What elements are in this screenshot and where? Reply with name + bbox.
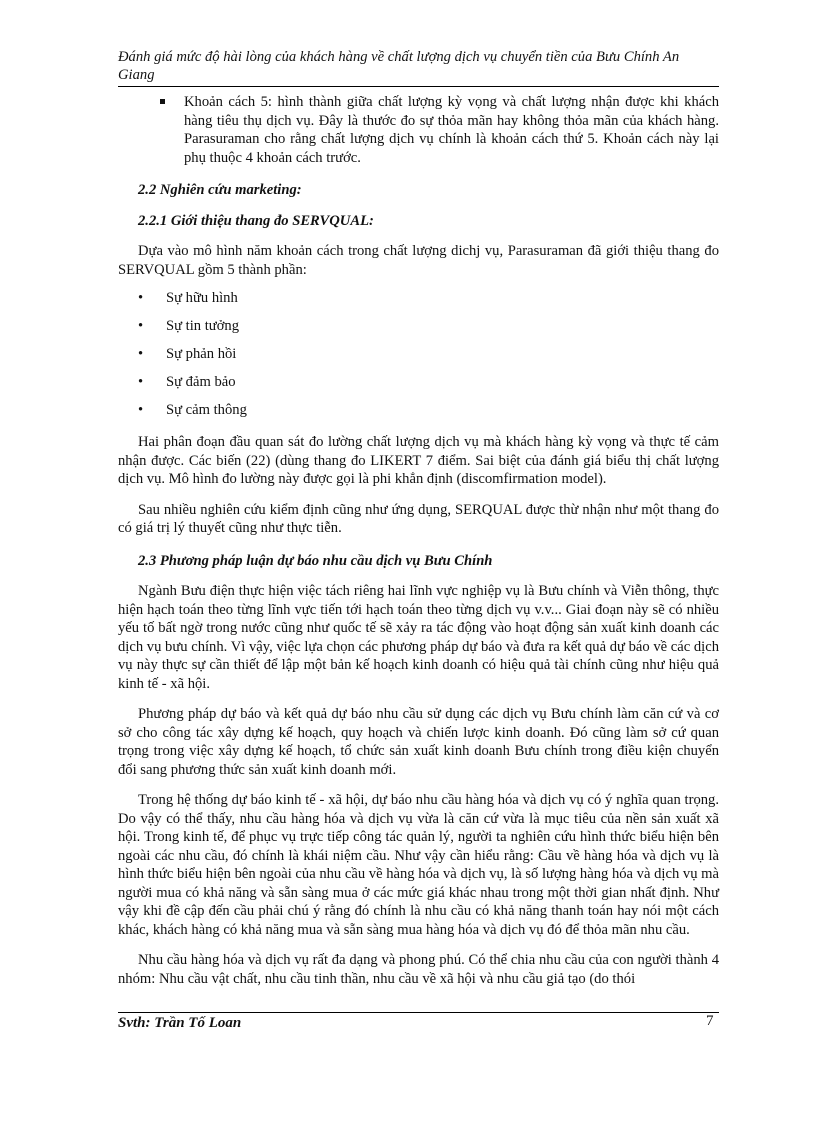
paragraph-serqual-accepted: Sau nhiều nghiên cứu kiểm định cũng như ứng dụng, SERQUAL được thừ nhận như một thang đo có giá trị lý thuyết cũng như thực tiễn. (118, 501, 719, 536)
bullet-icon: • (138, 290, 144, 306)
list-item: • Sự phản hồi (138, 346, 237, 362)
paragraph-forecast-system: Trong hệ thống dự báo kinh tế - xã hội, dự báo nhu cầu hàng hóa và dịch vụ có ý nghĩa quan trọng. Do vậy có thể thấy, nhu cầu hàng hóa và dịch vụ vừa là căn cứ vừa là mục tiêu của nền sản xuất xã hội. Trong kinh tế, để phục vụ trực tiếp công tác quản lý, người ta nghiên cứu hình thức biểu hiện bên ngoài các nhu cầu, đó chính là khái niệm cầu. Như vậy cần hiểu rằng: Cầu về hàng hóa và dịch vụ là hình thức biểu hiện bên ngoài của nhu cầu về hàng hóa và dịch vụ, là số lượng hàng hóa và dịch vụ mà người mua có khả năng và sẵn sàng mua ở các mức giá khác nhau trong một thời gian nhất định. Như vậy khi đề cập đến cầu phải chú ý rằng đó chính là nhu cầu có khả năng thanh toán hay nói một cách khác, khách hàng có khả năng mua và sẵn sàng mua hàng hóa và dịch vụ đó để thỏa mãn nhu cầu. (118, 792, 719, 938)
bullet-icon: • (138, 346, 144, 362)
square-bullet-icon (160, 99, 165, 104)
section-heading-2-2: 2.2 Nghiên cứu marketing: (138, 182, 302, 198)
paragraph-forecast-basis: Phương pháp dự báo và kết quả dự báo nhu cầu sử dụng các dịch vụ Bưu chính làm căn cứ và cơ sở cho công tác xây dựng kế hoạch, quy hoạch và chiến lược kinh doanh. Đó cũng làm sở cứ quan trọng trong việc xây dựng kế hoạch, tổ chức sản xuất kinh doanh Bưu chính trong điều kiện chuyển đổi sang phương thức sản xuất kinh doanh mới. (118, 706, 719, 778)
list-item: • Sự tin tưởng (138, 318, 240, 334)
paragraph-needs-diverse: Nhu cầu hàng hóa và dịch vụ rất đa dạng và phong phú. Có thể chia nhu cầu của con người thành 4 nhóm: Nhu cầu vật chất, nhu cầu tinh thần, nhu cầu về xã hội và nhu cầu giả tạo (do thói (118, 952, 719, 987)
page-number: 7 (706, 1013, 714, 1029)
paragraph-two-sections: Hai phân đoạn đầu quan sát đo lường chất lượng dịch vụ mà khách hàng kỳ vọng và thực tế cảm nhận được. Các biến (22) (dùng thang đo LIKERT 7 điểm. Sai biệt của đánh giá biểu thị chất lượng dịch vụ. Mô hình đo lường này được gọi là phi khẳn định (discomfirmation model). (118, 434, 719, 487)
bullet-icon: • (138, 402, 144, 418)
footer-author: Svth: Trần Tố Loan (118, 1015, 242, 1031)
footer-rule (118, 1012, 719, 1013)
list-item: • Sự đảm bảo (138, 374, 236, 390)
list-item-gap-5 (118, 93, 719, 167)
paragraph-servqual-intro: Dựa vào mô hình năm khoản cách trong chất lượng dichj vụ, Parasuraman đã giới thiệu thang đo SERVQUAL gồm 5 thành phần: (118, 243, 719, 278)
gap-5-text: Khoản cách 5: hình thành giữa chất lượng kỳ vọng và chất lượng nhận được khi khách hàng tiêu thụ dịch vụ. Đây là thước đo sự thỏa mãn hay không thỏa mãn của khách hàng. Parasuraman cho rằng chất lượng dịch vụ chính là khoản cách thứ 5. Khoản cách này lại phụ thuộc 4 khoản cách trước. (184, 94, 719, 166)
page-body (118, 93, 719, 988)
paragraph-postal-separation: Ngành Bưu điện thực hiện việc tách riêng hai lĩnh vực nghiệp vụ là Bưu chính và Viễn thông, thực hiện hạch toán theo từng lĩnh vực tiến tới hạch toán theo từng dịch vụ v.v... Giai đoạn này sẽ có nhiều yếu tố bất ngờ trong nước cũng như quốc tế sẽ xảy ra tác động vào hoạt động sản xuất kinh doanh các dịch vụ bưu chính. Vì vậy, việc lựa chọn các phương pháp dự báo và đưa ra kết quả dự báo về các dịch vụ này thực sự cần thiết để lập một bản kế hoạch kinh doanh có hiệu quả tài chính cũng như hiệu quả kinh tế - xã hội. (118, 583, 719, 692)
bullet-icon: • (138, 318, 144, 334)
bullet-icon: • (138, 374, 144, 390)
section-heading-2-3: 2.3 Phương pháp luận dự báo nhu cầu dịch vụ Bưu Chính (138, 552, 493, 569)
list-item: • Sự cảm thông (138, 402, 247, 418)
servqual-components-list (118, 289, 719, 429)
running-header: Đánh giá mức độ hài lòng của khách hàng về chất lượng dịch vụ chuyển tiền của Bưu Chính An Giang (118, 49, 680, 83)
section-heading-2-2-1: 2.2.1 Giới thiệu thang đo SERVQUAL: (138, 212, 374, 229)
header-rule (118, 86, 719, 87)
list-item: • Sự hữu hình (138, 290, 238, 306)
